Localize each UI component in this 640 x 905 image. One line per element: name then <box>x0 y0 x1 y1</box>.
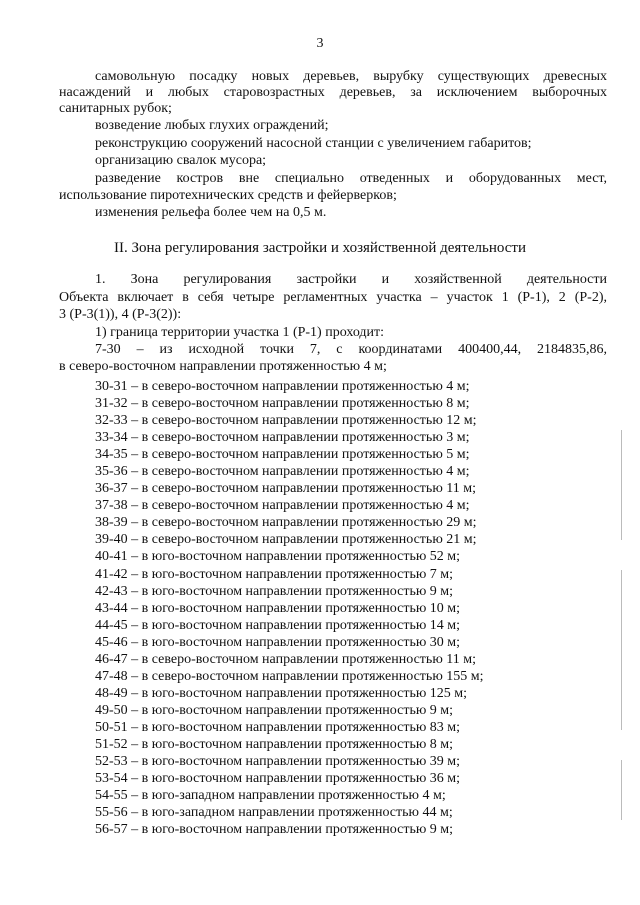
boundary-segment-list <box>95 378 484 838</box>
boundary-segment-row: 53-54 – в юго-восточном направлении протяженностью 36 м; <box>95 771 461 787</box>
boundary-segment-row: 44-45 – в юго-восточном направлении протяженностью 14 м; <box>95 617 461 633</box>
restriction-line: самовольную посадку новых деревьев, вырубку существующих древесных <box>95 69 607 84</box>
boundary-segment-row: 50-51 – в юго-восточном направлении протяженностью 83 м; <box>95 719 461 735</box>
boundary-segment-row: 40-41 – в юго-восточном направлении протяженностью 52 м; <box>95 549 461 565</box>
restriction-line: возведение любых глухих ограждений; <box>95 118 329 133</box>
page-number: 3 <box>316 36 324 51</box>
boundary-segment-row: 51-52 – в юго-восточном направлении протяженностью 8 м; <box>95 736 454 752</box>
section-heading: II. Зона регулирования застройки и хозяйственной деятельности <box>113 240 527 256</box>
boundary-segment-row: 49-50 – в юго-восточном направлении протяженностью 9 м; <box>95 702 454 718</box>
boundary-segment-row: 30-31 – в северо-восточном направлении протяженностью 4 м; <box>95 379 470 394</box>
boundary-segment-row: 31-32 – в северо-восточном направлении протяженностью 8 м; <box>95 396 470 412</box>
boundary-segment-row: 54-55 – в юго-западном направлении протяженностью 4 м; <box>95 788 446 804</box>
restriction-line: организацию свалок мусора; <box>95 153 267 168</box>
restriction-line: санитарных рубок; <box>59 101 172 116</box>
restriction-line: использование пиротехнических средств и фейерверков; <box>59 188 397 203</box>
intro-line: Объекта включает в себя четыре регламентных участка – участок 1 (Р-1), 2 (Р-2), <box>59 290 607 305</box>
boundary-segment-row: 48-49 – в юго-восточном направлении протяженностью 125 м; <box>95 685 468 701</box>
restriction-line: разведение костров вне специально отведенных и оборудованных мест, <box>95 171 607 186</box>
boundary-segment-row: 39-40 – в северо-восточном направлении протяженностью 21 м; <box>95 532 477 548</box>
boundary-segment-row: 45-46 – в юго-восточном направлении протяженностью 30 м; <box>95 634 461 650</box>
boundary-segment-row: 37-38 – в северо-восточном направлении протяженностью 4 м; <box>95 498 470 514</box>
intro-line: 1. Зона регулирования застройки и хозяйственной деятельности <box>95 272 607 287</box>
boundary-segment-row: 55-56 – в юго-западном направлении протяженностью 44 м; <box>95 805 453 821</box>
boundary-segment-row: 38-39 – в северо-восточном направлении протяженностью 29 м; <box>95 515 477 531</box>
restriction-line: изменения рельефа более чем на 0,5 м. <box>95 205 327 220</box>
boundary-segment-row: 42-43 – в юго-восточном направлении протяженностью 9 м; <box>95 583 454 599</box>
scan-edge-mark <box>621 760 622 820</box>
scan-edge-mark <box>621 570 622 730</box>
scan-edge-mark <box>621 430 622 540</box>
boundary-segment-row: 47-48 – в северо-восточном направлении протяженностью 155 м; <box>95 668 484 684</box>
boundary-segment-row: 56-57 – в юго-восточном направлении протяженностью 9 м; <box>95 822 454 838</box>
first-boundary-point-cont: в северо-восточном направлении протяженностью 4 м; <box>59 359 387 374</box>
boundary-segment-row: 33-34 – в северо-восточном направлении протяженностью 3 м; <box>95 430 470 446</box>
intro-line: 3 (Р-3(1)), 4 (Р-3(2)): <box>59 307 182 322</box>
restriction-line: реконструкцию сооружений насосной станции с увеличением габаритов; <box>95 136 532 151</box>
boundary-segment-row: 35-36 – в северо-восточном направлении протяженностью 4 м; <box>95 464 470 480</box>
boundary-segment-row: 43-44 – в юго-восточном направлении протяженностью 10 м; <box>95 600 461 616</box>
subsection-heading: 1) граница территории участка 1 (Р-1) проходит: <box>95 325 385 340</box>
boundary-segment-row: 32-33 – в северо-восточном направлении протяженностью 12 м; <box>95 413 477 429</box>
boundary-segment-row: 41-42 – в юго-восточном направлении протяженностью 7 м; <box>95 566 454 582</box>
boundary-segment-row: 46-47 – в северо-восточном направлении протяженностью 11 м; <box>95 651 477 667</box>
boundary-segment-row: 52-53 – в юго-восточном направлении протяженностью 39 м; <box>95 754 461 770</box>
boundary-segment-row: 34-35 – в северо-восточном направлении протяженностью 5 м; <box>95 447 470 463</box>
first-boundary-point: 7-30 – из исходной точки 7, с координатами 400400,44, 2184835,86, <box>95 342 607 357</box>
boundary-segment-row: 36-37 – в северо-восточном направлении протяженностью 11 м; <box>95 481 477 497</box>
restriction-line: насаждений и любых старовозрастных деревьев, за исключением выборочных <box>59 85 607 100</box>
